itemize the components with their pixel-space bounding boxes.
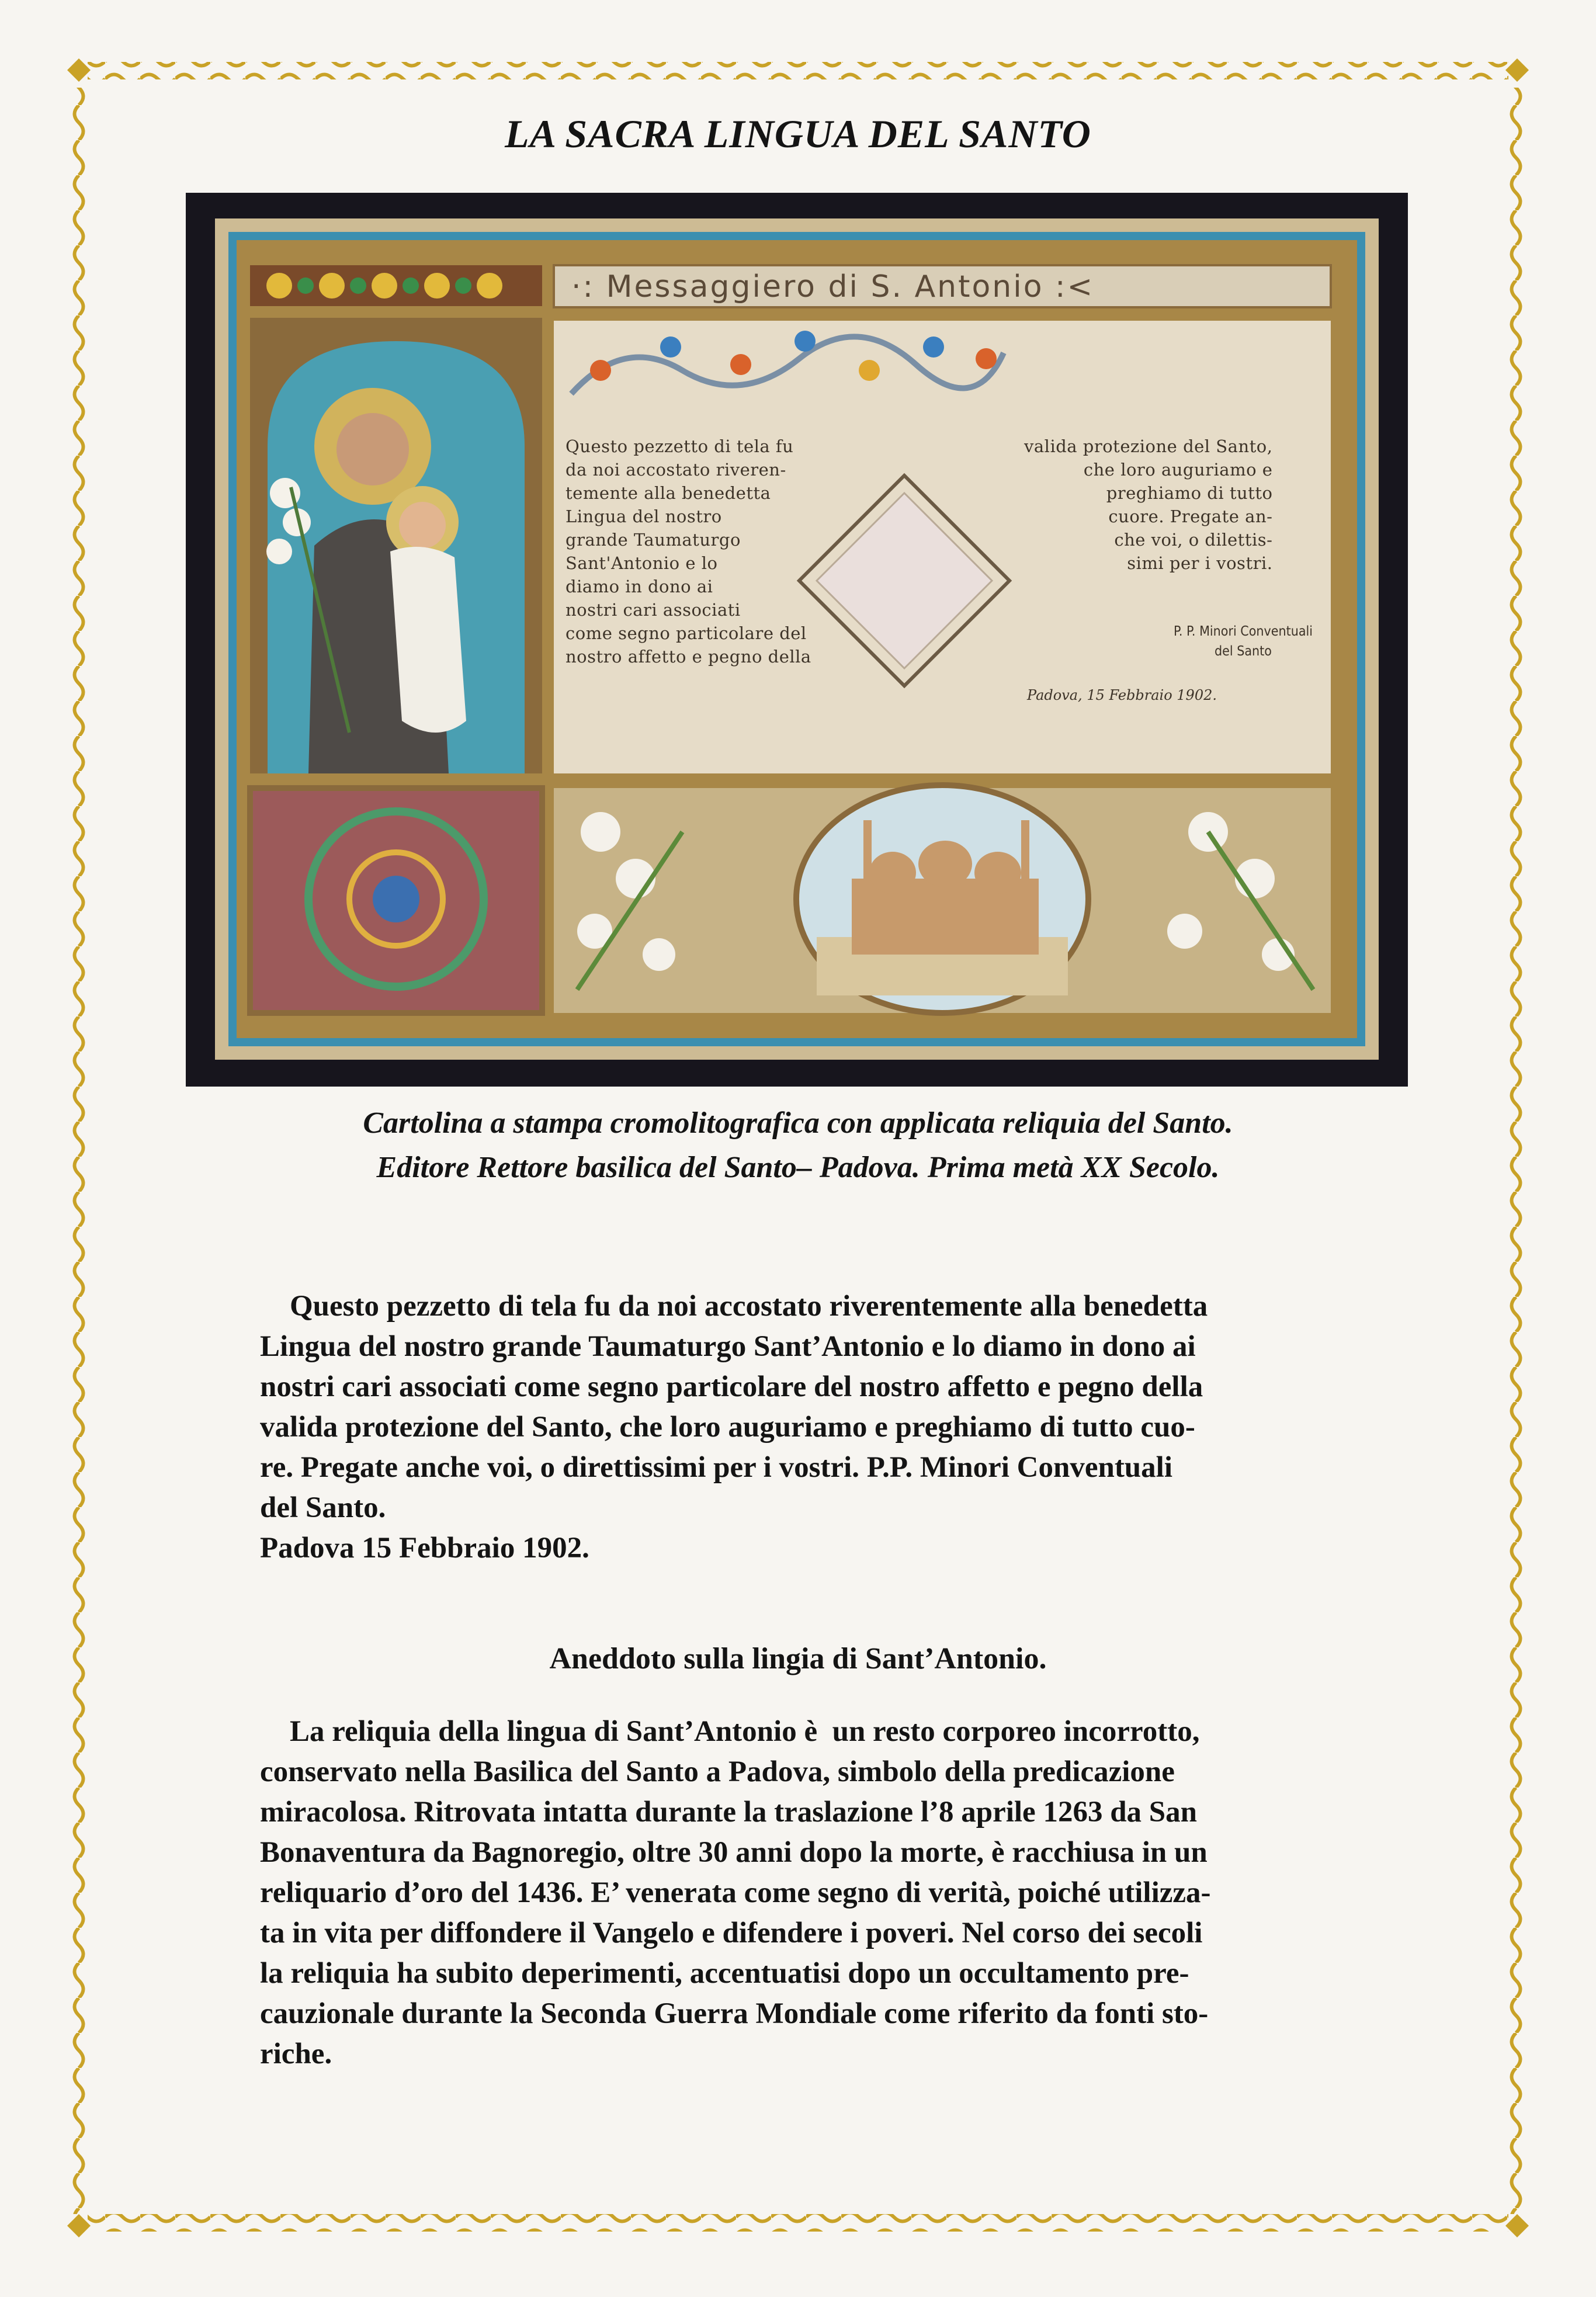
caption-line: Editore Rettore basilica del Santo– Padova. Prima metà XX Secolo. bbox=[376, 1151, 1220, 1184]
transcription-paragraph bbox=[260, 1286, 1358, 1569]
text-line: ta in vita per diffondere il Vangelo e difendere i poveri. Nel corso dei secoli bbox=[260, 1917, 1203, 1949]
text-line: La reliquia della lingua di Sant’Antonio è un resto corporeo incorrotto, bbox=[260, 1715, 1200, 1748]
postcard-mount bbox=[186, 193, 1408, 1087]
text-line: conservato nella Basilica del Santo a Padova, simbolo della predicazione bbox=[260, 1755, 1175, 1788]
text-line: nostri cari associati come segno particolare del nostro affetto e pegno della bbox=[260, 1370, 1203, 1403]
text-line: valida protezione del Santo, che loro auguriamo e preghiamo di tutto cuo- bbox=[260, 1411, 1195, 1444]
postcard bbox=[215, 218, 1379, 1060]
page-title: LA SACRA LINGUA DEL SANTO bbox=[505, 112, 1091, 156]
text-line: riche. bbox=[260, 2038, 332, 2070]
postcard-signature: P. P. Minori Conventuali del Santo bbox=[1174, 624, 1313, 659]
postcard-text-left: Questo pezzetto di tela fu da noi accostato riveren- temente alla benedetta Lingua del nostro grande Taumaturgo Sant'Antonio e lo diamo in dono ai nostri cari associati come segno particolare del nostro affetto e pegno della bbox=[565, 436, 811, 667]
child-gown bbox=[390, 547, 466, 733]
postcard-date: Padova, 15 Febbraio 1902. bbox=[1027, 687, 1217, 703]
text-line: Questo pezzetto di tela fu da noi accostato riverentemente alla benedetta bbox=[260, 1290, 1208, 1323]
text-line: cauzionale durante la Seconda Guerra Mondiale come riferito da fonti sto- bbox=[260, 1997, 1209, 2030]
text-line: Lingua del nostro grande Taumaturgo Sant’Antonio e lo diamo in dono ai bbox=[260, 1330, 1196, 1363]
caption-line: Cartolina a stampa cromolitografica con applicata reliquia del Santo. bbox=[363, 1106, 1233, 1140]
text-line: Bonaventura da Bagnoregio, oltre 30 anni dopo la morte, è racchiusa in un bbox=[260, 1836, 1208, 1869]
postcard-header: ·: Messaggiero di S. Antonio :< bbox=[571, 269, 1095, 304]
text-line: miracolosa. Ritrovata intatta durante la traslazione l’8 aprile 1263 da San bbox=[260, 1796, 1198, 1828]
text-line: reliquario d’oro del 1436. E’ venerata come segno di verità, poiché utilizza- bbox=[260, 1876, 1211, 1909]
text-line: re. Pregate anche voi, o direttissimi per i vostri. P.P. Minori Conventuali bbox=[260, 1451, 1172, 1484]
text-line: la reliquia ha subito deperimenti, accentuatisi dopo un occultamento pre- bbox=[260, 1957, 1189, 1990]
text-line: del Santo. bbox=[260, 1491, 386, 1524]
text-line: Padova 15 Febbraio 1902. bbox=[260, 1532, 589, 1564]
anecdote-heading: Aneddoto sulla lingia di Sant’Antonio. bbox=[549, 1642, 1047, 1675]
image-caption bbox=[0, 1101, 1596, 1190]
postcard-text-right: valida protezione del Santo, che loro auguriamo e preghiamo di tutto cuore. Pregate an- che voi, o dilettis- simi per i vostri. bbox=[1024, 436, 1273, 573]
anecdote-paragraph bbox=[260, 1712, 1358, 2074]
